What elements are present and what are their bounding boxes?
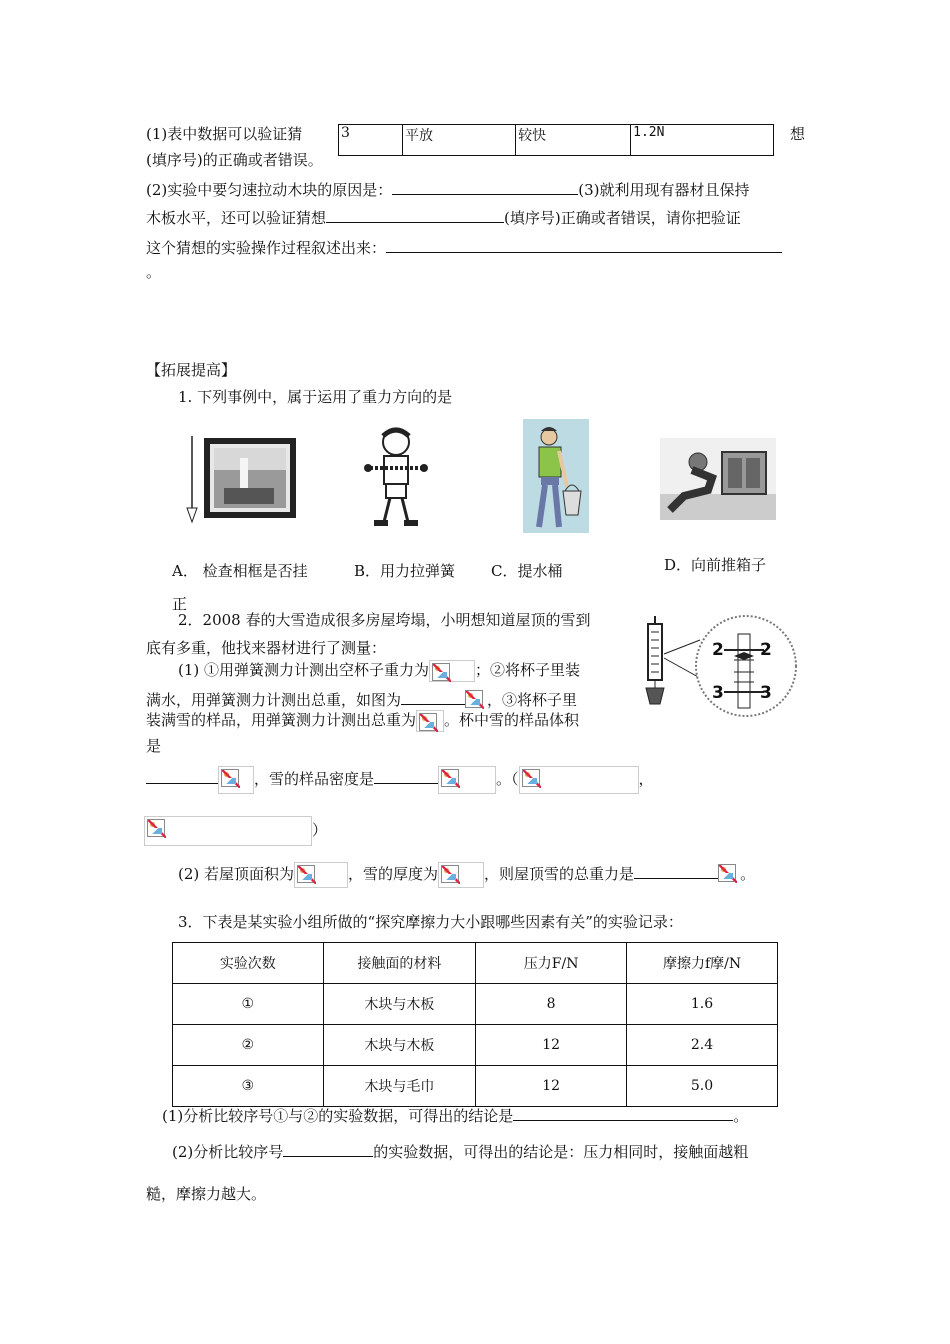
table-cell: ② [173,1025,324,1066]
answer-blank[interactable] [513,1104,733,1121]
q-intro-line5: 这个猜想的实验操作过程叙述出来： [146,236,782,258]
q3-answer1: (1)分析比较序号①与②的实验数据，可得出的结论是 。 [162,1104,748,1126]
column-header: 摩擦力f摩/N [627,943,778,984]
q2-part1-line3: 装满雪的样品，用弹簧测力计测出总重为 。杯中雪的样品体积 [146,710,579,732]
section-title: 【拓展提高】 [146,361,237,379]
broken-image-icon [465,690,483,708]
table-cell: 5.0 [627,1066,778,1107]
q3-answer2: (2)分析比较序号 的实验数据，可得出的结论是：压力相同时，接触面越粗 [172,1140,748,1162]
broken-image-icon [718,864,736,882]
table-cell: 木块与木板 [323,1025,476,1066]
q1-option-d[interactable]: D．向前推箱子 [664,556,767,574]
column-header: 压力F/N [476,943,627,984]
pushing-box-image [660,438,776,520]
broken-image-icon [147,819,165,837]
formula-image [519,766,639,794]
formula-image [718,862,740,888]
q1-option-b[interactable]: B．用力拉弹簧 [354,562,456,580]
formula-image [144,816,312,846]
column-header: 接触面的材料 [323,943,476,984]
q2-part2: (2) 若屋顶面积为 ，雪的厚度为 ，则屋顶雪的总重力是 。 [178,862,755,888]
q3-answer2-cont: 糙，摩擦力越大。 [146,1185,267,1203]
pulling-spring-image [358,424,432,530]
broken-image-icon [441,865,459,883]
q2-stem-line2: 底有多重，他找来器材进行了测量： [146,639,387,657]
answer-blank[interactable] [401,688,465,705]
q1-option-c[interactable]: C．提水桶 [491,562,563,580]
answer-blank[interactable] [634,862,718,879]
q2-part1-line1: (1) ①用弹簧测力计测出空杯子重力为 ；②将杯子里装 [178,660,580,682]
scale-label: 3 [760,683,772,703]
q2-part1-line6: ） [144,816,327,846]
formula-image [438,862,484,888]
picture-frame-plumb-image [184,432,300,530]
cell: 平放 [402,125,515,156]
table-cell: 2.4 [627,1025,778,1066]
cell: 较快 [516,125,631,156]
q1-option-a-cont: 正 [172,595,188,613]
table-row [173,1066,778,1107]
broken-image-icon [221,769,239,787]
broken-image-icon [432,663,450,681]
table-cell: 木块与毛巾 [323,1066,476,1107]
answer-blank[interactable] [146,767,218,784]
broken-image-icon [441,769,459,787]
answer-blank[interactable] [392,178,578,195]
table-cell: 12 [476,1066,627,1107]
carrying-bucket-image [523,419,589,533]
formula-image [294,862,348,888]
broken-image-icon [297,865,315,883]
formula-image [438,766,496,794]
table-header-row [173,943,778,984]
q-intro-line1-right: 想 [790,125,806,143]
q2-part1-line5: ，雪的样品密度是 。（ ， [146,766,654,794]
scale-label: 2 [712,640,724,660]
broken-image-icon [419,713,437,731]
q-intro-line3: (2)实验中要匀速拉动木块的原因是： (3)就利用现有器材且保持 [146,178,750,200]
table-cell: 8 [476,984,627,1025]
broken-image-icon [522,769,540,787]
answer-blank[interactable] [374,767,438,784]
answer-blank[interactable] [283,1140,373,1157]
scale-label: 3 [712,683,724,703]
q-intro-line4: 木板水平，还可以验证猜想 (填序号)正确或者错误，请你把验证 [146,206,741,228]
table-cell: 12 [476,1025,627,1066]
q-intro-line6: 。 [146,263,162,281]
q-intro-line2: (填序号)的正确或者错误。 [146,151,323,169]
formula-image [429,660,475,682]
table-row [173,1025,778,1066]
q3-stem: 3．下表是某实验小组所做的“探究摩擦力大小跟哪些因素有关”的实验记录： [178,913,683,931]
friction-data-table [172,942,778,1107]
formula-image [416,710,444,732]
table-cell: ③ [173,1066,324,1107]
cell: 3 [339,125,403,156]
table-row [173,984,778,1025]
table-cell: 1.6 [627,984,778,1025]
formula-image [218,766,254,794]
column-header: 实验次数 [173,943,324,984]
answer-blank[interactable] [386,236,782,253]
q2-part1-line2: 满水，用弹簧测力计测出总重，如图为 ，③将杯子里 [146,688,577,712]
q1-option-a[interactable]: A． 检查相框是否挂 [172,562,308,580]
table-cell: 木块与木板 [323,984,476,1025]
table-cell: ① [173,984,324,1025]
answer-blank[interactable] [326,206,504,223]
q-intro-line1: (1)表中数据可以验证猜 [146,125,303,143]
formula-image [465,690,487,712]
q1-stem: 1. 下列事例中，属于运用了重力方向的是 [178,388,453,406]
partial-data-table [338,124,774,156]
q2-stem-line1: 2．2008 春的大雪造成很多房屋垮塌，小明想知道屋顶的雪到 [178,611,591,629]
cell: 1.2N [631,125,774,156]
scale-label: 2 [760,640,772,660]
q2-part1-line4: 是 [146,737,162,755]
